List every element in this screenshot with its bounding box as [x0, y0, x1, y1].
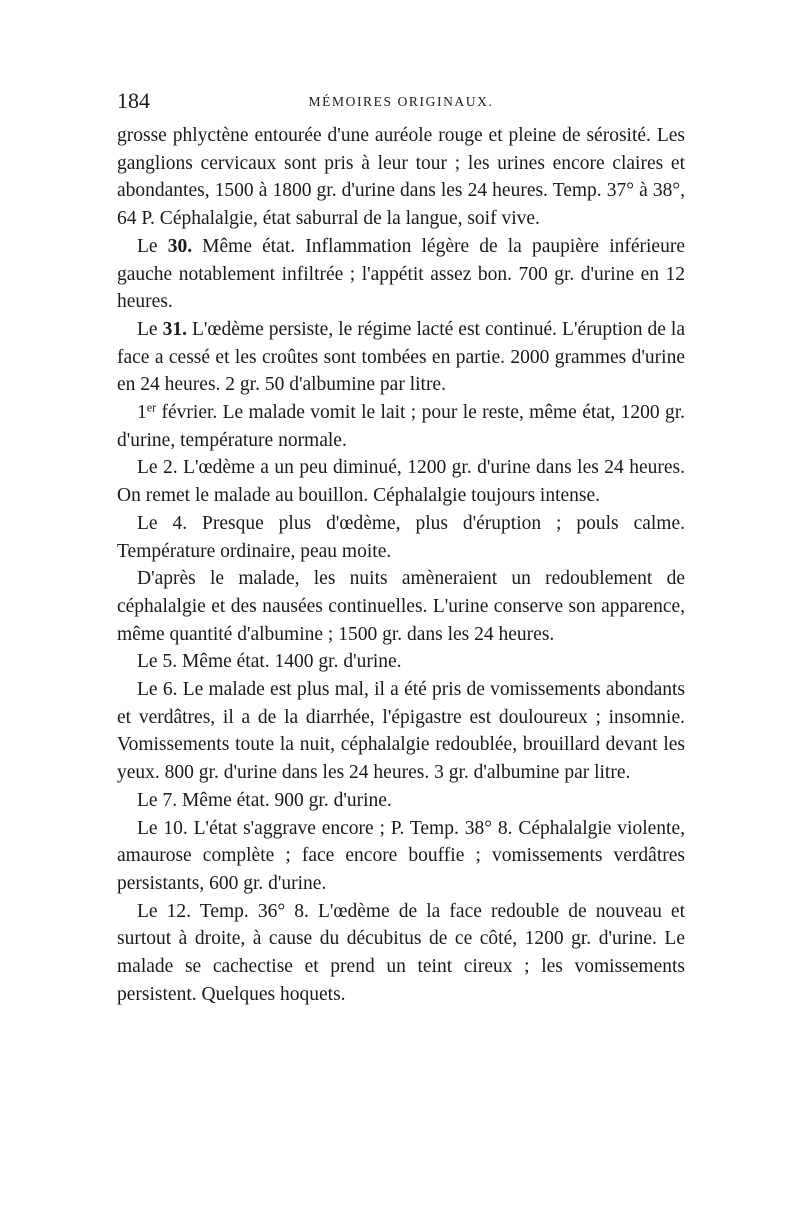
entry-date: 31.	[162, 318, 187, 340]
entry-1-fevrier	[117, 399, 685, 454]
entry-lead: Le	[137, 817, 164, 839]
entry-lead: Le	[137, 900, 167, 922]
entry-date: 30.	[167, 235, 193, 257]
entry-date: 12.	[166, 900, 192, 922]
entry-day-7	[117, 787, 685, 815]
entry-lead: 1	[137, 402, 147, 424]
paragraph-apres-le-malade	[117, 565, 685, 648]
entry-lead: Le	[137, 457, 164, 479]
entry-day-5	[117, 648, 685, 676]
entry-lead: Le	[137, 235, 168, 257]
ordinal-suffix: er	[146, 400, 157, 415]
entry-day-31	[117, 316, 685, 399]
paragraph-text: D'après le malade, les nuits amèneraient un redoublement de céphalalgie et des nausées continuelles. L'urine conserve son apparence, même quantité d'albumine ; 1500 gr. dans les 24 heures.	[117, 568, 685, 645]
entry-text: Même état. 900 gr. d'urine.	[177, 789, 392, 811]
entry-text: Même état. Inflammation légère de la paupière inférieure gauche notablement infiltrée ; l'appétit assez bon. 700 gr. d'urine en 12 heures.	[117, 235, 685, 313]
entry-text: Temp. 36° 8. L'œdème de la face redouble de nouveau et surtout à droite, à cause du décubitus de ce côté, 1200 gr. d'urine. Le malade se cachectise et prend un teint cireux ; les vomissements persistent. Quelques hoquets.	[117, 900, 685, 1005]
paragraph-text: grosse phlyctène entourée d'une auréole rouge et pleine de sérosité. Les ganglions cervicaux sont pris à leur tour ; les urines encore claires et abondantes, 1500 à 1800 gr. d'urine dans les 24 heures. Temp. 37° à 38°, 64 P. Céphalalgie, état saburral de la langue, soif vive.	[117, 125, 685, 230]
entry-day-10	[117, 815, 685, 898]
entry-text: Le malade vomit le lait ; pour le reste, même état, 1200 gr. d'urine, température normale.	[117, 402, 685, 451]
entry-text: Le malade est plus mal, il a été pris de vomissements abondants et verdâtres, il a de la diarrhée, l'épigastre est douloureux ; insomnie. Vomissements toute la nuit, céphalalgie redoublée, brouillard devant les yeux. 800 gr. d'urine dans les 24 heures. 3 gr. d'albumine par litre.	[117, 679, 685, 784]
entry-date: février.	[156, 402, 218, 424]
entry-text: Presque plus d'œdème, plus d'éruption ; pouls calme. Température ordinaire, peau moite.	[117, 512, 685, 562]
entry-text: L'œdème a un peu diminué, 1200 gr. d'urine dans les 24 heures. On remet le malade au bouillon. Céphalalgie toujours intense.	[117, 457, 685, 507]
body-text	[117, 122, 685, 1009]
page-number: 184	[117, 88, 150, 113]
running-head	[117, 88, 685, 122]
book-page	[117, 88, 685, 1009]
entry-lead: Le	[137, 651, 163, 673]
entry-day-12	[117, 898, 685, 1009]
entry-date: 4.	[172, 512, 188, 534]
entry-text: Même état. 1400 gr. d'urine.	[177, 651, 402, 673]
entry-day-30	[117, 233, 685, 316]
paragraph-continuation	[117, 122, 685, 233]
entry-day-2	[117, 454, 685, 509]
entry-date: 10.	[163, 817, 188, 839]
entry-lead: Le	[137, 789, 163, 811]
entry-date: 6.	[162, 679, 178, 701]
entry-lead: Le	[137, 318, 163, 340]
entry-text: L'œdème persiste, le régime lacté est continué. L'éruption de la face a cessé et les croûtes sont tombées en partie. 2000 grammes d'urine en 24 heures. 2 gr. 50 d'albumine par litre.	[117, 318, 685, 396]
entry-text: L'état s'aggrave encore ; P. Temp. 38° 8. Céphalalgie violente, amaurose complète ; face encore bouffie ; vomissements verdâtres persistants, 600 gr. d'urine.	[117, 817, 685, 894]
entry-day-6	[117, 676, 685, 787]
entry-lead: Le	[137, 512, 173, 534]
entry-date: 7.	[162, 789, 178, 811]
entry-day-4	[117, 510, 685, 565]
entry-date: 2.	[163, 457, 178, 479]
entry-date: 5.	[162, 651, 178, 673]
running-title: MÉMOIRES ORIGINAUX.	[308, 94, 494, 109]
entry-lead: Le	[137, 679, 163, 701]
